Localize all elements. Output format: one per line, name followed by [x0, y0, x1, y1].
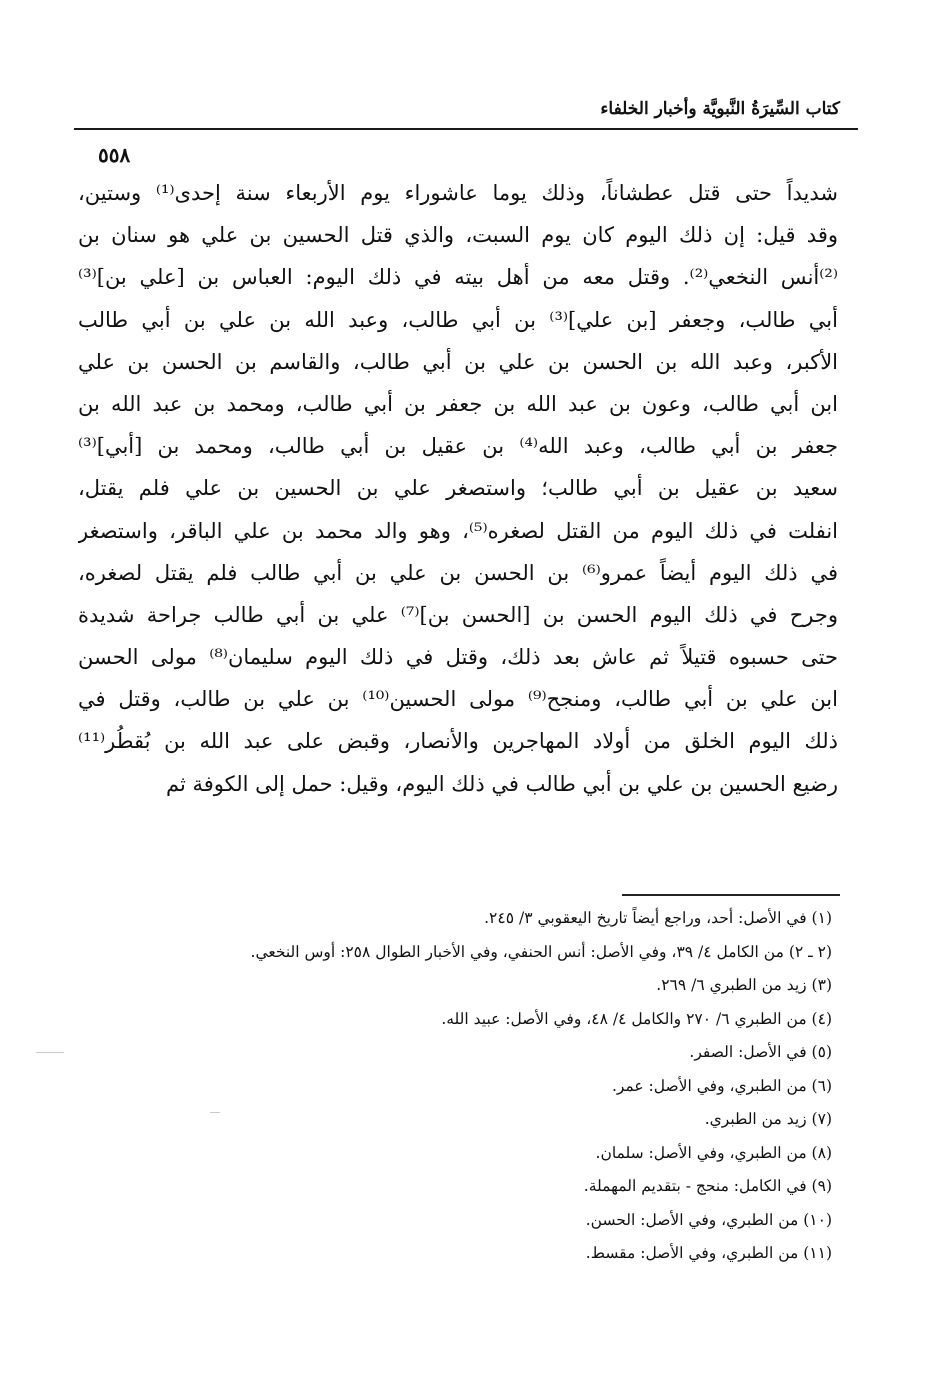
footnote: (٤) من الطبري ٦/ ٢٧٠ والكامل ٤/ ٤٨، وفي الأصل: عبيد الله. — [441, 1009, 832, 1028]
text-line: ذلك اليوم الخلق من أولاد المهاجرين والأنصار، وقبض على عبد الله بن بُقطُر⁽¹¹⁾ — [78, 729, 838, 754]
footnote: (٣) زيد من الطبري ٦/ ٢٦٩. — [656, 976, 832, 994]
text-line: سعيد بن عقيل بن أبي طالب؛ واستصغر علي بن الحسين بن علي فلم يقتل، — [78, 476, 838, 501]
footnote: (٧) زيد من الطبري. — [704, 1110, 832, 1128]
text-line: ⁽²⁾أنس النخعي⁽²⁾. وقتل معه من أهل بيته في ذلك اليوم: العباس بن [علي بن]⁽³⁾ — [78, 265, 838, 290]
footnote: (١٠) من الطبري، وفي الأصل: الحسن. — [585, 1210, 832, 1229]
footnote: (١) في الأصل: أحد، وراجع أيضاً تاريخ اليعقوبي ٣/ ٢٤٥. — [484, 909, 832, 927]
page-number: ٥٥٨ — [98, 143, 131, 167]
text-line: وقد قيل: إن ذلك اليوم كان يوم السبت، والذي قتل الحسين بن علي هو سنان بن — [78, 223, 838, 248]
footnote: (٥) في الأصل: الصفر. — [689, 1043, 832, 1061]
text-line: في ذلك اليوم أيضاً عمرو⁽⁶⁾ بن الحسن بن علي بن أبي طالب فلم يقتل لصغره، — [78, 560, 838, 585]
text-line: رضيع الحسين بن علي بن أبي طالب في ذلك اليوم، وقيل: حمل إلى الكوفة ثم — [166, 771, 838, 796]
running-title: كتاب السِّيرَةُ النَّبويَّة وأخبار الخلفاء — [600, 99, 840, 119]
text-line: شديداً حتى قتل عطشاناً، وذلك يوما عاشوراء يوم الأربعاء سنة إحدى⁽¹⁾ وستين، — [78, 181, 838, 205]
footnote-separator — [622, 894, 840, 896]
text-line: أبي طالب، وجعفر [بن علي]⁽³⁾ بن أبي طالب، وعبد الله بن علي بن أبي طالب — [78, 307, 838, 332]
text-line: الأكبر، وعبد الله بن الحسن بن علي بن أبي طالب، والقاسم بن الحسن بن علي — [78, 349, 838, 374]
footnote: (٦) من الطبري، وفي الأصل: عمر. — [611, 1076, 832, 1095]
scan-speck — [36, 1052, 64, 1053]
footnote: (١١) من الطبري، وفي الأصل: مقسط. — [585, 1244, 832, 1262]
text-line: انفلت في ذلك اليوم من القتل لصغره⁽⁵⁾، وهو والد محمد بن علي الباقر، واستصغر — [78, 518, 838, 543]
main-text — [78, 172, 838, 805]
text-line: جعفر بن أبي طالب، وعبد الله⁽⁴⁾ بن عقيل بن أبي طالب، ومحمد بن [أبي]⁽³⁾ — [78, 434, 838, 459]
footnote: (٨) من الطبري، وفي الأصل: سلمان. — [595, 1143, 832, 1162]
text-line: وجرح في ذلك اليوم الحسن بن [الحسن بن]⁽⁷⁾ علي بن أبي طالب جراحة شديدة — [78, 602, 838, 627]
text-line: ابن علي بن أبي طالب، ومنجح⁽⁹⁾ مولى الحسين⁽¹⁰⁾ بن علي بن طالب، وقتل في — [78, 687, 838, 712]
text-line: ابن أبي طالب، وعون بن عبد الله بن جعفر بن أبي طالب، ومحمد بن عبد الله بن — [78, 391, 838, 416]
footnote: (٩) في الكامل: منحج - بتقديم المهملة. — [583, 1177, 832, 1195]
footnotes — [92, 902, 832, 1271]
text-line: حتى حسبوه قتيلاً ثم عاش بعد ذلك، وقتل في ذلك اليوم سليمان⁽⁸⁾ مولى الحسن — [78, 645, 838, 670]
footnote: (٢ ـ ٢) من الكامل ٤/ ٣٩، وفي الأصل: أنس الحنفي، وفي الأخبار الطوال ٢٥٨: أوس النخعي. — [250, 942, 832, 961]
scan-speck — [210, 1112, 220, 1113]
header-rule — [74, 128, 858, 130]
